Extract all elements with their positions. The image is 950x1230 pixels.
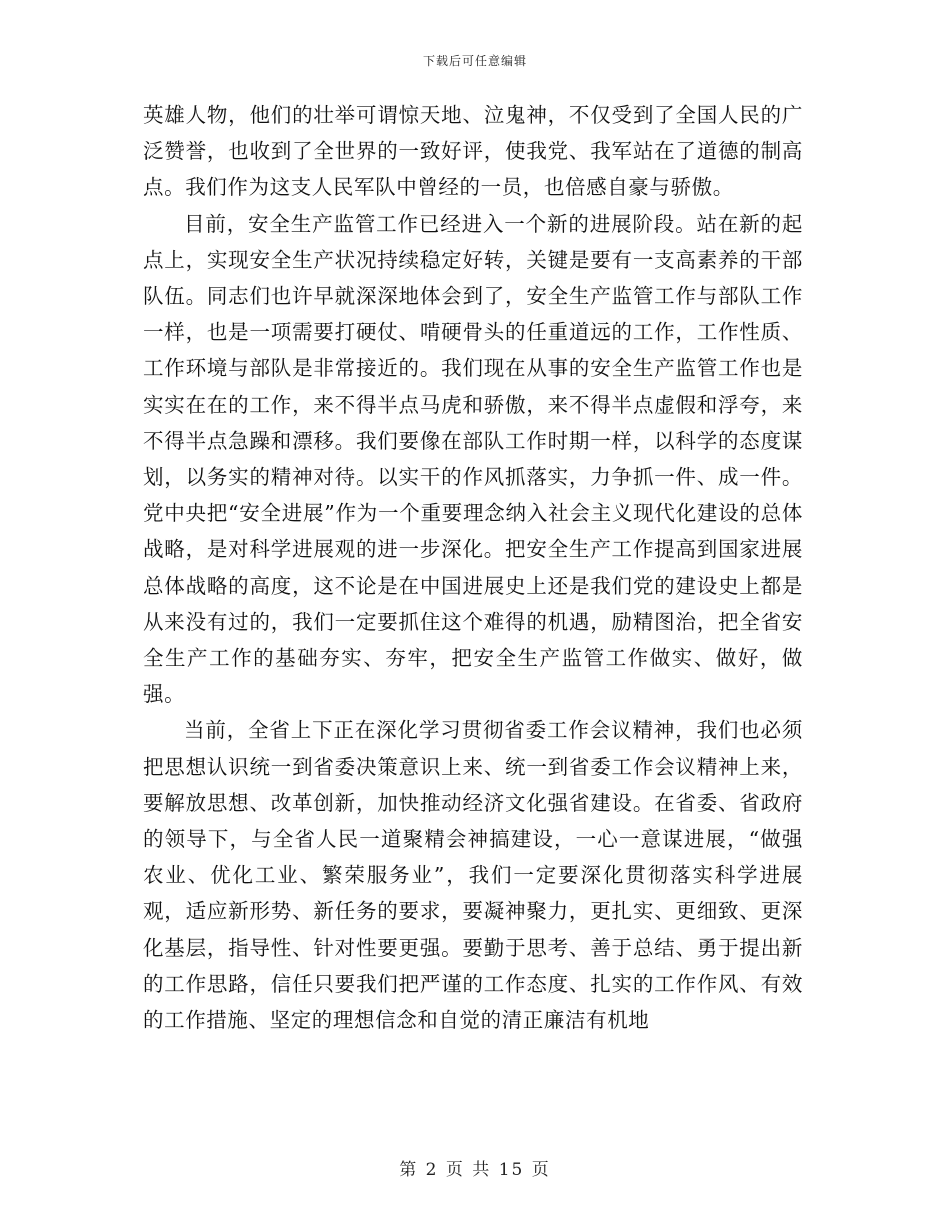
paragraph-3: 当前，全省上下正在深化学习贯彻省委工作会议精神，我们也必须把思想认识统一到省委决策意识上来、统一到省委工作会议精神上来，要解放思想、改革创新，加快推动经济文化强省建设。在省委、省政府的领导下，与全省人民一道聚精会神搞建设，一心一意谋进展，“做强农业、优化工业、繁荣服务业”，我们一定要深化贯彻落实科学进展观，适应新形势、新任务的要求，要凝神聚力，更扎实、更细致、更深化基层，指导性、针对性要更强。要勤于思考、善于总结、勇于提出新的工作思路，信任只要我们把严谨的工作态度、扎实的工作作风、有效的工作措施、坚定的理想信念和自觉的清正廉洁有机地: [143, 718, 803, 1033]
document-body: [143, 97, 803, 1038]
page-header: 下载后可任意编辑: [422, 54, 527, 68]
paragraph-1: 英雄人物，他们的壮举可谓惊天地、泣鬼神，不仅受到了全国人民的广泛赞誉，也收到了全世界的一致好评，使我党、我军站在了道德的制高点。我们作为这支人民军队中曾经的一员，也倍感自豪与骄傲。: [143, 103, 803, 200]
page-number: 第 2 页 共 15 页: [399, 1160, 551, 1180]
paragraph-2: 目前，安全生产监管工作已经进入一个新的进展阶段。站在新的起点上，实现安全生产状况持续稳定好转，关键是要有一支高素养的干部队伍。同志们也许早就深深地体会到了，安全生产监管工作与部队工作一样，也是一项需要打硬仗、啃硬骨头的任重道远的工作，工作性质、工作环境与部队是非常接近的。我们现在从事的安全生产监管工作也是实实在在的工作，来不得半点马虎和骄傲，来不得半点虚假和浮夸，来不得半点急躁和漂移。我们要像在部队工作时期一样，以科学的态度谋划，以务实的精神对待。以实干的作风抓落实，力争抓一件、成一件。党中央把“安全进展”作为一个重要理念纳入社会主义现代化建设的总体战略，是对科学进展观的进一步深化。把安全生产工作提高到国家进展总体战略的高度，这不论是在中国进展史上还是我们党的建设史上都是从来没有过的，我们一定要抓住这个难得的机遇，励精图治，把全省安全生产工作的基础夯实、夯牢，把安全生产监管工作做实、做好，做强。: [143, 211, 803, 707]
